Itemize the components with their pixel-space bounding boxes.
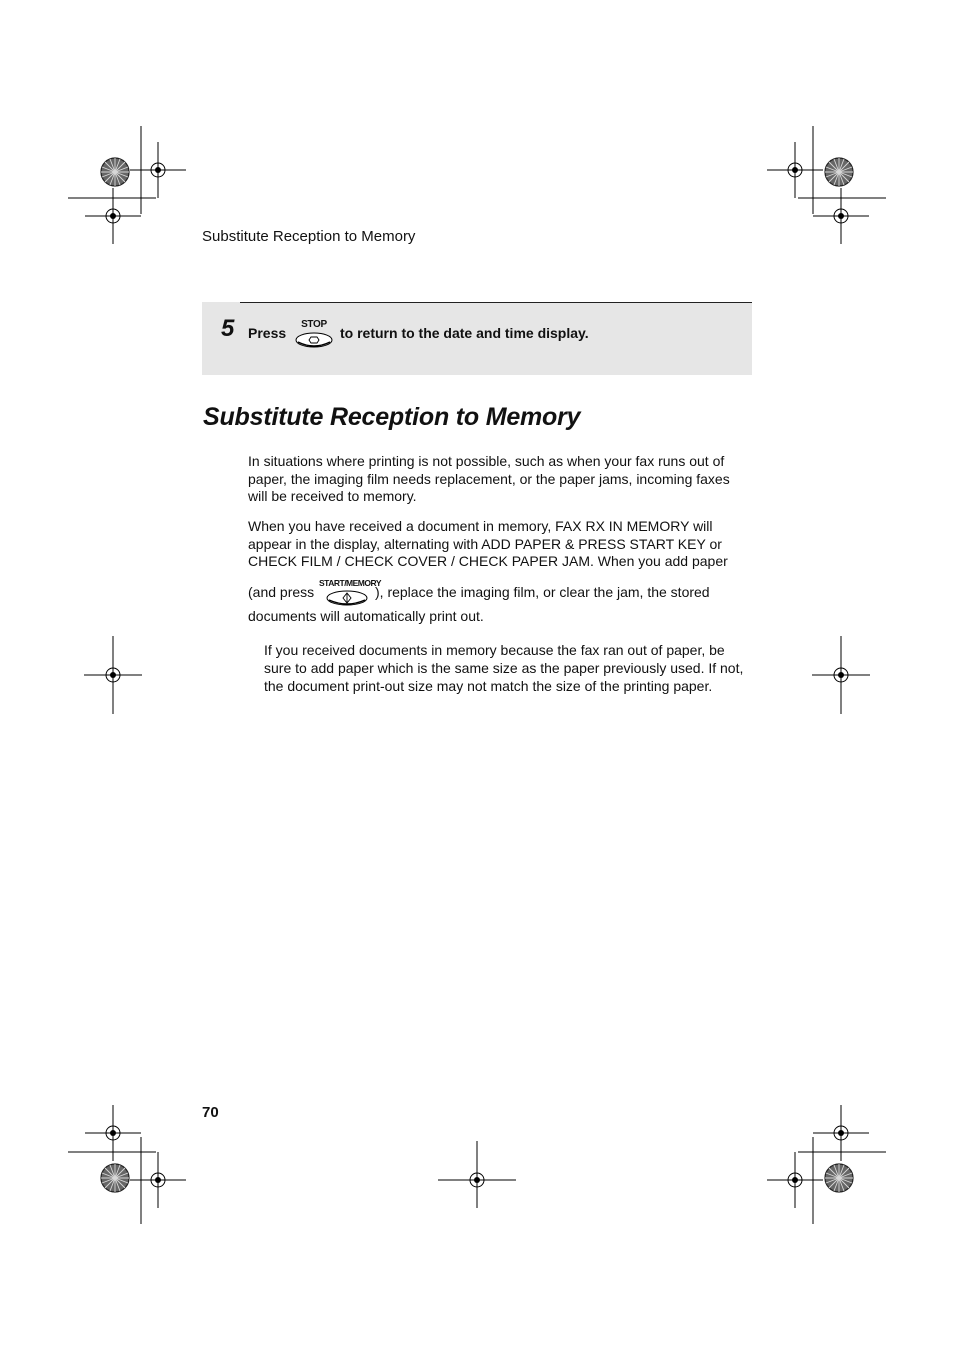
section-title: Substitute Reception to Memory [203,403,581,431]
paragraph-press-before: (and press [248,584,315,600]
step-number: 5 [221,315,235,342]
color-bar-mark-icon [825,1164,853,1192]
crosshair-mark-icon [813,1105,869,1161]
page-number: 70 [202,1104,219,1121]
note-paragraph: If you received documents in memory because the fax ran out of paper, be sure to add paper which is the same size as the paper previously used. If not, the document print-out size may not match the size of the printing paper. [264,642,744,694]
stop-button-shape [294,331,334,349]
crosshair-mark-icon [130,1152,186,1208]
color-bar-mark-icon [101,1164,129,1192]
stop-key-label: STOP [301,319,327,330]
crosshair-mark-icon [85,188,141,244]
crosshair-mark-icon [767,142,823,198]
paragraph-intro: In situations where printing is not possible, such as when your fax runs out of paper, the imaging film needs replacement, or the paper jams, incoming faxes will be received to memory. [248,453,730,504]
step-press-label: Press [248,325,287,341]
start-memory-key-label: START/MEMORY [319,578,381,588]
crosshair-mark-icon [85,1105,141,1161]
step-instruction: to return to the date and time display. [340,325,589,341]
step-divider [240,302,752,303]
crosshair-mark-icon [767,1152,823,1208]
paragraph-display-messages: When you have received a document in memory, FAX RX IN MEMORY will appear in the display, alternating with ADD PAPER & PRESS START KEY or CHECK FILM / CHECK COVER / CHECK PAPER JAM. When you add paper [248,518,728,569]
start-memory-key-icon [319,578,381,608]
paragraph-press-after: ), replace the imaging film, or clear the jam, the stored [375,584,710,600]
paragraph-print-out: documents will automatically print out. [248,608,484,624]
color-bar-mark-icon [825,158,853,186]
stop-key-icon [294,319,334,349]
crosshair-mark-icon [130,142,186,198]
running-header: Substitute Reception to Memory [202,228,416,245]
color-bar-mark-icon [101,158,129,186]
start-button-shape [319,589,375,609]
crosshair-mark-icon [813,188,869,244]
